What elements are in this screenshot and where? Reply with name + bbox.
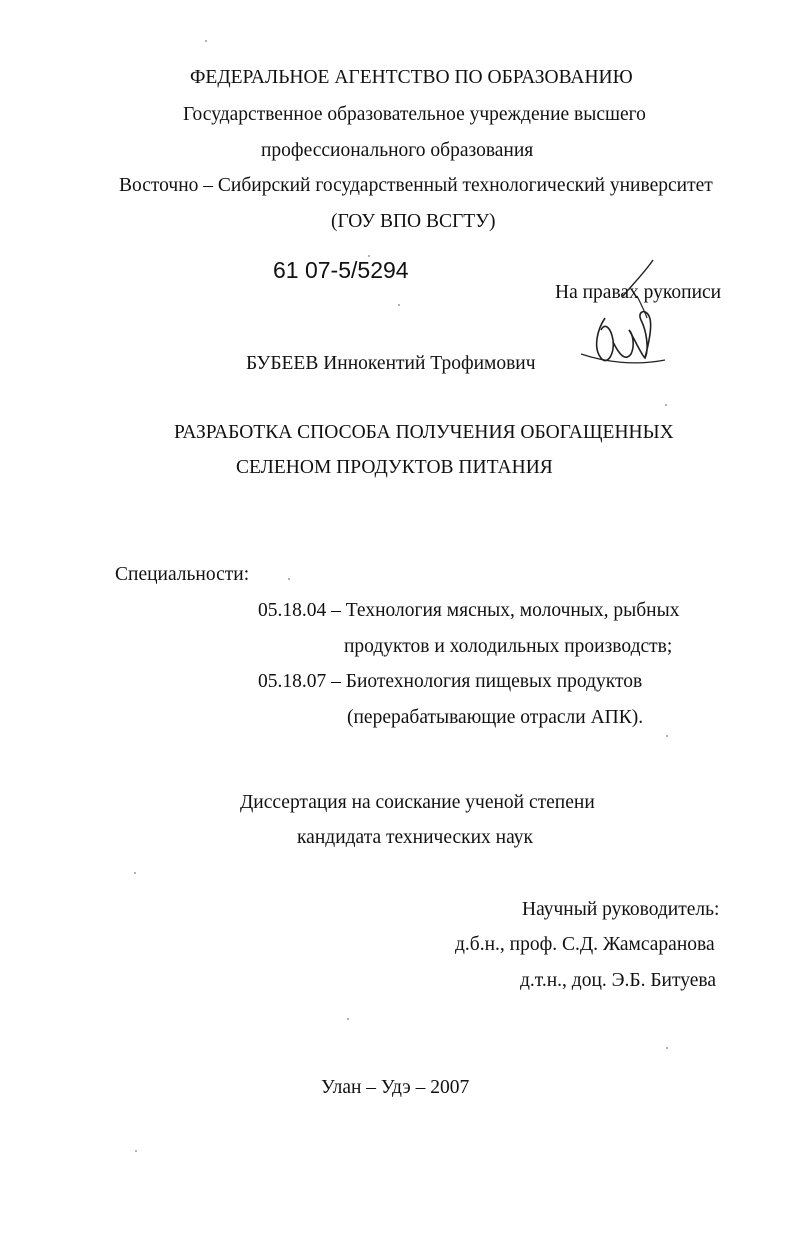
scan-speck — [398, 304, 400, 306]
specialty-1-line-1: 05.18.04 – Технология мясных, молочных, рыбных — [258, 600, 680, 621]
degree-line-2: кандидата технических наук — [297, 827, 533, 848]
institution-line-2: профессионального образования — [261, 140, 534, 161]
specialties-label: Специальности: — [115, 564, 250, 585]
author-name: БУБЕЕВ Иннокентий Трофимович — [246, 353, 536, 374]
specialty-2-line-1: 05.18.07 – Биотехнология пищевых продуктов — [258, 671, 643, 692]
manuscript-note: На правах рукописи — [555, 282, 722, 303]
supervisor-second: д.т.н., доц. Э.Б. Битуева — [520, 970, 716, 991]
scan-speck — [134, 872, 136, 874]
scan-speck — [205, 40, 207, 42]
city-year: Улан – Удэ – 2007 — [321, 1077, 470, 1098]
dissertation-title-line-1: РАЗРАБОТКА СПОСОБА ПОЛУЧЕНИЯ ОБОГАЩЕННЫХ — [174, 422, 674, 443]
supervisor-label: Научный руководитель: — [522, 899, 720, 920]
dissertation-title-line-2: СЕЛЕНОМ ПРОДУКТОВ ПИТАНИЯ — [236, 457, 553, 478]
degree-line-1: Диссертация на соискание ученой степени — [240, 792, 595, 813]
specialty-1-line-2: продуктов и холодильных производств; — [344, 636, 673, 657]
agency-name: ФЕДЕРАЛЬНОЕ АГЕНТСТВО ПО ОБРАЗОВАНИЮ — [190, 67, 633, 88]
university-abbreviation: (ГОУ ВПО ВСГТУ) — [331, 211, 496, 232]
scan-speck — [368, 255, 370, 257]
institution-line-1: Государственное образовательное учреждение высшего — [183, 104, 646, 125]
scan-speck — [347, 1018, 349, 1020]
scan-speck — [666, 1047, 668, 1049]
scan-speck — [665, 404, 667, 406]
signature — [575, 258, 675, 378]
scan-speck — [135, 1150, 137, 1152]
specialty-2-line-2: (перерабатывающие отрасли АПК). — [347, 707, 644, 728]
scan-speck — [666, 735, 668, 737]
registry-number: 61 07-5/5294 — [273, 257, 409, 283]
university-name: Восточно – Сибирский государственный технологический университет — [119, 175, 713, 196]
scan-speck — [288, 578, 290, 580]
supervisor-first: д.б.н., проф. С.Д. Жамсаранова — [455, 934, 715, 955]
